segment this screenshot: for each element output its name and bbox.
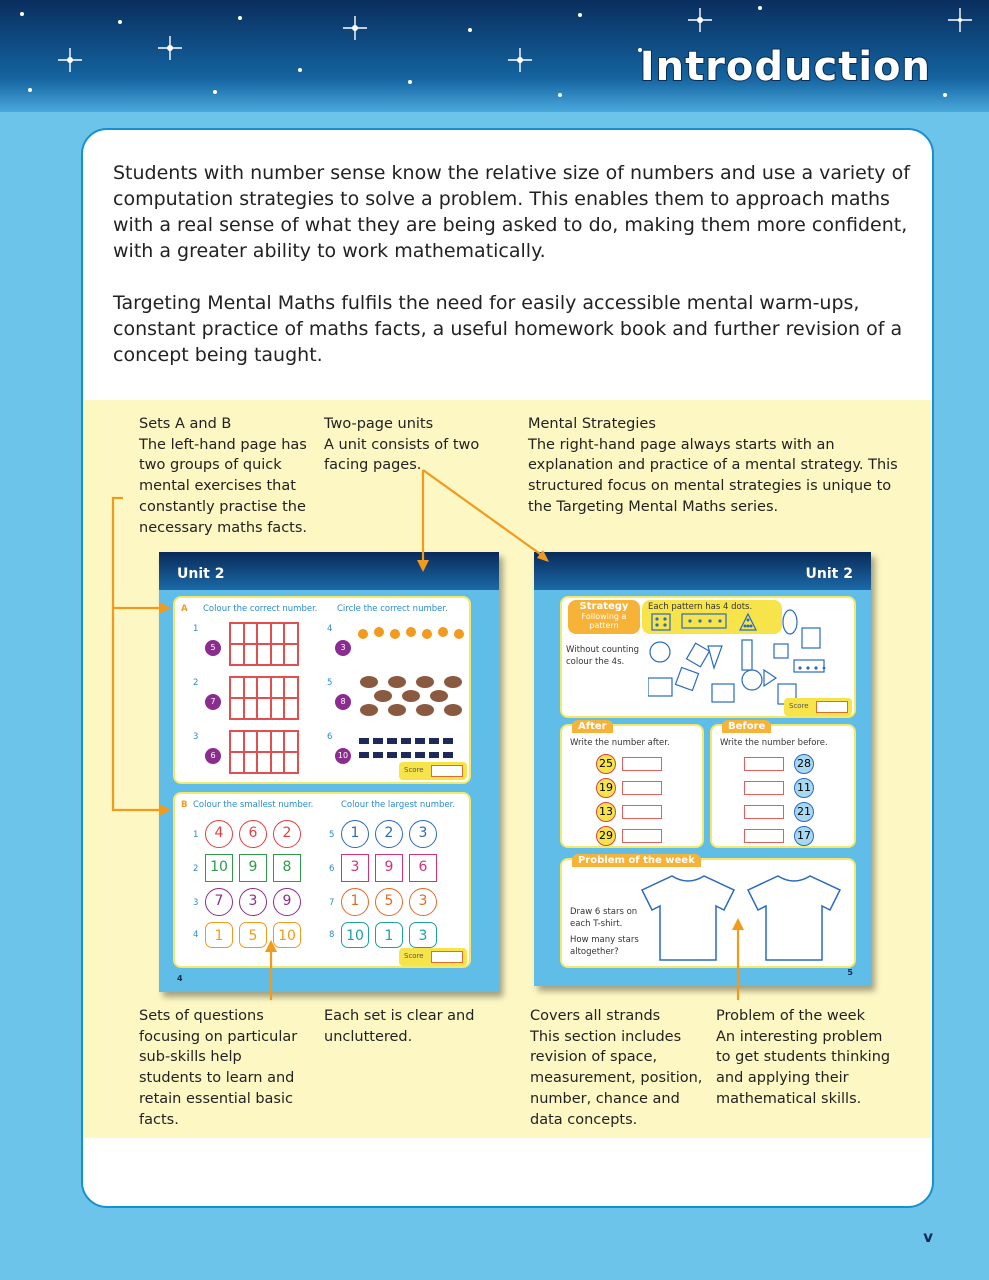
note-strands-title: Covers all strands — [530, 1008, 661, 1024]
set-b-right-instruction: Colour the largest number. — [341, 800, 456, 810]
content-card — [81, 128, 934, 1208]
strategy-instruction: Without counting colour the 4s. — [566, 645, 640, 667]
set-a-label: A — [181, 604, 188, 614]
q-number: 5 — [329, 830, 335, 840]
strategy-label: Strategy — [579, 601, 629, 612]
number-octagon: 1 — [375, 922, 403, 948]
after-number: 29 — [596, 826, 616, 846]
number-circle: 1 — [341, 820, 369, 848]
left-page-number: 4 — [177, 974, 183, 983]
diagram-panel — [83, 400, 934, 1138]
number-circle: 6 — [239, 820, 267, 848]
number-square: 3 — [341, 854, 369, 882]
after-number: 25 — [596, 754, 616, 774]
note-problem-title: Problem of the week — [716, 1008, 865, 1024]
before-tab: Before — [722, 720, 771, 733]
score-label: Score — [404, 766, 424, 774]
problem-question: How many stars altogether? — [570, 935, 639, 957]
q-number: 6 — [327, 732, 333, 742]
q-number: 2 — [193, 678, 199, 688]
number-square: 9 — [239, 854, 267, 882]
intro-paragraph-2: Targeting Mental Maths fulfils the need for easily accessible mental warm-ups, constant practice of maths facts, a useful homework book and further revision of a concept being taught. — [113, 292, 903, 366]
note-uncluttered-body: Each set is clear and uncluttered. — [324, 1008, 475, 1045]
page-number: v — [923, 1228, 933, 1246]
problem-tab: Problem of the week — [572, 854, 701, 867]
q-number: 3 — [193, 732, 199, 742]
q-number: 1 — [193, 830, 199, 840]
strategy-subtitle: Following a pattern — [581, 612, 627, 630]
q-number: 5 — [327, 678, 333, 688]
target-number: 7 — [205, 694, 221, 710]
target-number: 8 — [335, 694, 351, 710]
number-octagon: 1 — [205, 922, 233, 948]
number-octagon: 5 — [239, 922, 267, 948]
problem-text: Draw 6 stars on each T-shirt. — [570, 907, 638, 929]
set-a-left-instruction: Colour the correct number. — [203, 604, 318, 614]
number-octagon: 10 — [341, 922, 369, 948]
note-sets-ab-title: Sets A and B — [139, 416, 232, 432]
number-circle: 3 — [409, 888, 437, 916]
note-strands-body: This section includes revision of space, measurement, position, number, chance and data concepts. — [530, 1028, 703, 1128]
q-number: 6 — [329, 864, 335, 874]
number-circle: 2 — [375, 820, 403, 848]
note-sets-ab-body: The left-hand page has two groups of quick mental exercises that constantly practise the necessary maths facts. — [139, 436, 308, 536]
before-instruction: Write the number before. — [720, 738, 828, 748]
note-two-page-body: A unit consists of two facing pages. — [324, 436, 480, 474]
number-circle: 5 — [375, 888, 403, 916]
note-problem-body: An interesting problem to get students thinking and applying their mathematical skills. — [716, 1028, 891, 1107]
pattern-note: Each pattern has 4 dots. — [648, 602, 753, 612]
after-instruction: Write the number after. — [570, 738, 670, 748]
before-number: 11 — [794, 778, 814, 798]
number-square: 6 — [409, 854, 437, 882]
set-b-label: B — [181, 800, 188, 810]
note-strategies-body: The right-hand page always starts with an explanation and practice of a mental strategy. This structured focus on mental strategies is unique to the Targeting Mental Maths series. — [528, 436, 898, 515]
q-number: 3 — [193, 898, 199, 908]
set-a-right-instruction: Circle the correct number. — [337, 604, 448, 614]
note-two-page-title: Two-page units — [324, 416, 434, 432]
before-number: 28 — [794, 754, 814, 774]
score-label: Score — [404, 952, 424, 960]
q-number: 4 — [193, 930, 199, 940]
right-unit-title: Unit 2 — [805, 566, 853, 582]
q-number: 4 — [327, 624, 333, 634]
number-circle: 9 — [273, 888, 301, 916]
set-b-left-instruction: Colour the smallest number. — [193, 800, 314, 810]
intro-text — [113, 160, 913, 394]
after-tab: After — [572, 720, 613, 733]
q-number: 7 — [329, 898, 335, 908]
number-square: 9 — [375, 854, 403, 882]
q-number: 8 — [329, 930, 335, 940]
target-number: 5 — [205, 640, 221, 656]
page-title: Introduction — [639, 44, 931, 90]
number-circle: 1 — [341, 888, 369, 916]
after-number: 13 — [596, 802, 616, 822]
intro-paragraph-1: Students with number sense know the relative size of numbers and use a variety of computation strategies to solve a problem. This enables them to approach maths with a real sense of what they are being asked to do, making them more confident, with a greater ability to work mathematically. — [113, 162, 910, 262]
number-circle: 2 — [273, 820, 301, 848]
number-octagon: 3 — [409, 922, 437, 948]
number-square: 10 — [205, 854, 233, 882]
left-unit-title: Unit 2 — [177, 566, 225, 582]
right-page-number: 5 — [847, 968, 853, 977]
before-number: 21 — [794, 802, 814, 822]
note-strategies-title: Mental Strategies — [528, 416, 656, 432]
target-number: 6 — [205, 748, 221, 764]
q-number: 2 — [193, 864, 199, 874]
callout-arrows — [83, 400, 934, 1138]
number-circle: 4 — [205, 820, 233, 848]
starry-header-banner — [0, 0, 989, 112]
number-circle: 3 — [409, 820, 437, 848]
score-label: Score — [789, 702, 809, 710]
number-circle: 3 — [239, 888, 267, 916]
target-number: 3 — [335, 640, 351, 656]
number-octagon: 10 — [273, 922, 301, 948]
note-sub-skills-body: Sets of questions focusing on particular sub-skills help students to learn and retain essential basic facts. — [139, 1008, 298, 1128]
target-number: 10 — [335, 748, 351, 764]
number-square: 8 — [273, 854, 301, 882]
before-number: 17 — [794, 826, 814, 846]
number-circle: 7 — [205, 888, 233, 916]
q-number: 1 — [193, 624, 199, 634]
after-number: 19 — [596, 778, 616, 798]
